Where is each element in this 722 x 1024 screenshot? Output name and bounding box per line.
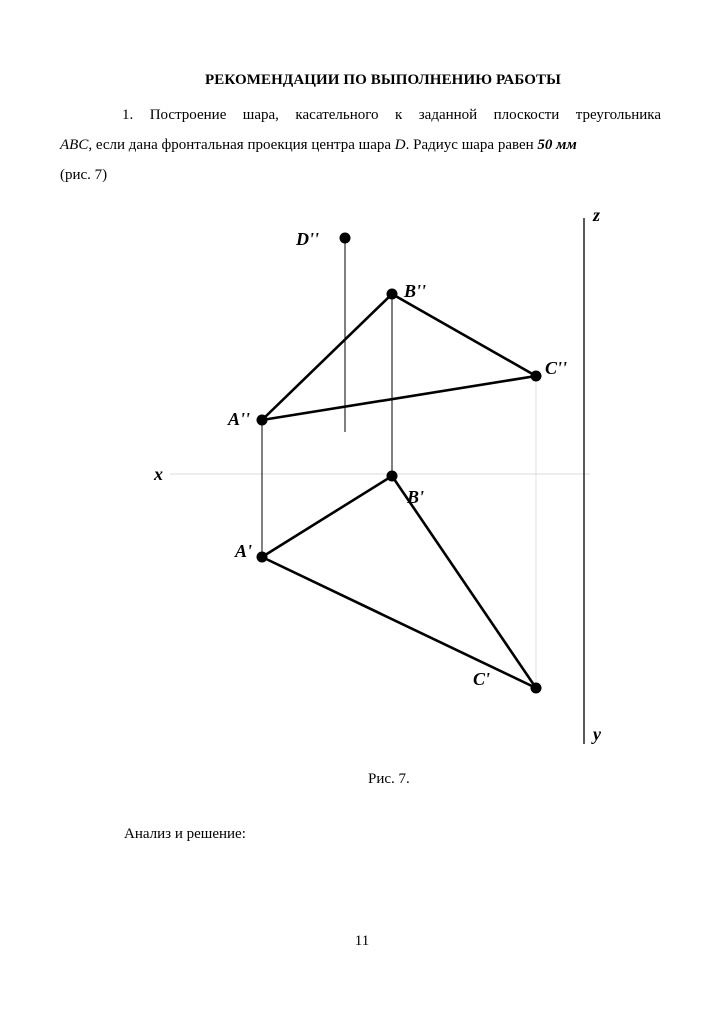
- label-a2: A'': [228, 409, 251, 429]
- label-b2: B'': [404, 281, 427, 301]
- point-b2: [387, 289, 398, 300]
- label-y-axis: y: [593, 724, 601, 744]
- label-a1: A': [235, 541, 253, 561]
- label-d2: D'': [296, 229, 320, 249]
- edge-a2-c2: [262, 376, 536, 420]
- radius-value: 50 мм: [537, 137, 577, 153]
- label-x-axis: x: [154, 464, 163, 484]
- figure-caption: Рис. 7.: [368, 771, 410, 787]
- point-c2: [531, 371, 542, 382]
- paragraph-line-1: 1. Построение шара, касательного к заданной плоскости треугольника: [122, 107, 661, 123]
- section-heading: РЕКОМЕНДАЦИИ ПО ВЫПОЛНЕНИЮ РАБОТЫ: [205, 72, 561, 88]
- point-b1: [387, 471, 398, 482]
- page-number: 11: [354, 933, 370, 949]
- paragraph-radius-text: . Радиус шара равен: [405, 137, 538, 153]
- point-c1: [531, 683, 542, 694]
- label-c2: C'': [545, 358, 568, 378]
- edge-a1-b1: [262, 476, 392, 557]
- edge-b1-c1: [392, 476, 536, 688]
- label-z-axis: z: [593, 205, 601, 225]
- sphere-center-name: D: [394, 137, 406, 153]
- edge-a1-c1: [262, 557, 536, 688]
- point-d2: [340, 233, 351, 244]
- edge-b2-c2: [392, 294, 536, 376]
- analysis-label: Анализ и решение:: [124, 826, 246, 842]
- label-c1: C': [473, 669, 491, 689]
- label-b1: B': [407, 487, 425, 507]
- figure-reference: (рис. 7): [60, 167, 108, 183]
- point-a1: [257, 552, 268, 563]
- paragraph-text-mid: , если дана фронтальная проекция центра шара: [88, 137, 395, 153]
- point-a2: [257, 415, 268, 426]
- triangle-name: ABC: [60, 137, 89, 153]
